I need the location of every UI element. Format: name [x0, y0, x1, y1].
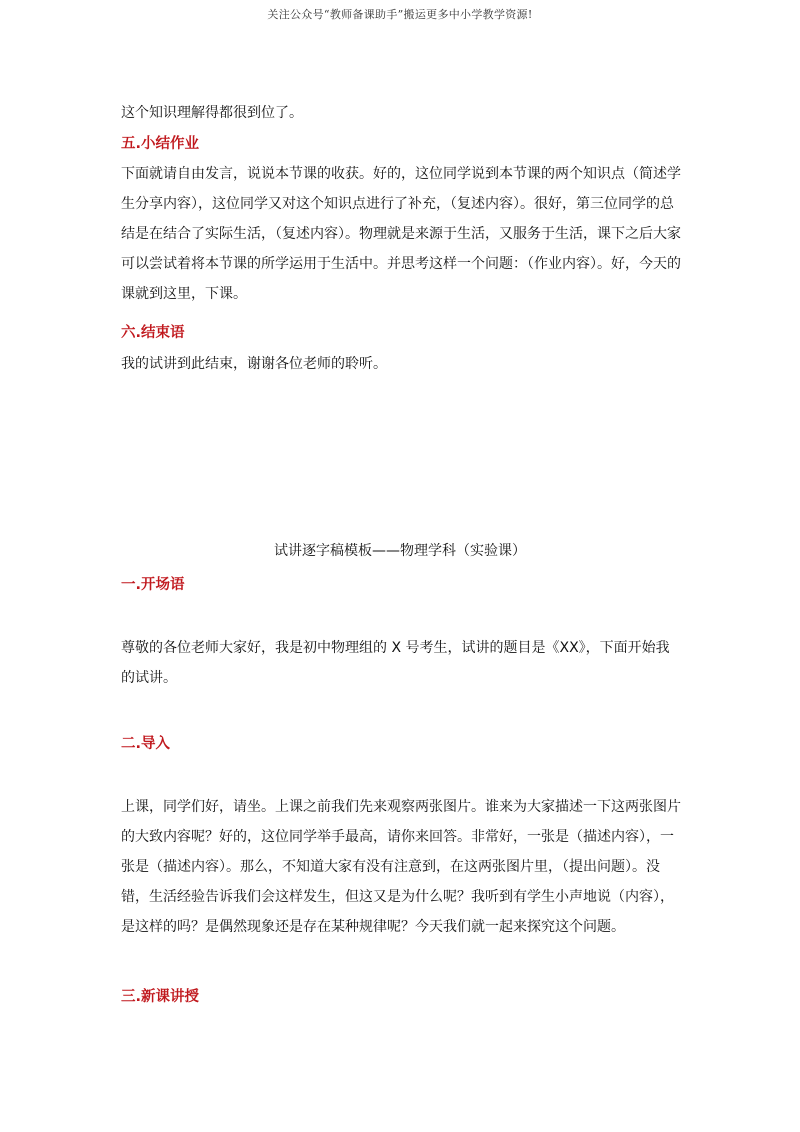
heading-new-lesson: 三.新课讲授: [121, 989, 200, 1005]
header-note: 关注公众号“教师备课助手”搬运更多中小学教学资源!: [267, 8, 533, 21]
heading-closing: 六.结束语: [121, 325, 185, 341]
heading-summary-homework: 五.小结作业: [121, 136, 200, 152]
heading-introduction: 二.导入: [121, 736, 171, 752]
opening-paragraph: 尊敬的各位老师大家好，我是初中物理组的 X 号考生，试讲的题目是《XX》，下面开始我的试讲。: [121, 640, 670, 686]
document-title: 试讲逐字稿模板——物理学科（实验课）: [274, 543, 526, 559]
closing-paragraph: 我的试讲到此结束，谢谢各位老师的聆听。: [121, 356, 387, 372]
summary-paragraph: 下面就请自由发言，说说本节课的收获。好的，这位同学说到本节课的两个知识点（简述学生分享内容），这位同学又对这个知识点进行了补充，（复述内容）。很好，第三位同学的总结是在结合了实际生活，（复述内容）。物理就是来源于生活，又服务于生活，课下之后大家可以尝试着将本节课的所学运用于生活中。并思考这样一个问题：（作业内容）。好，今天的课就到这里，下课。: [121, 166, 681, 302]
heading-opening: 一.开场语: [121, 577, 185, 593]
continuation-paragraph: 这个知识理解得都很到位了。: [121, 105, 303, 121]
introduction-paragraph: 上课，同学们好，请坐。上课之前我们先来观察两张图片。谁来为大家描述一下这两张图片的大致内容呢？好的，这位同学举手最高，请你来回答。非常好，一张是（描述内容），一张是（描述内容）。那么，不知道大家有没有注意到，在这两张图片里，（提出问题）。没错，生活经验告诉我们会这样发生，但这又是为什么呢？我听到有学生小声地说（内容），是这样的吗？是偶然现象还是存在某种规律呢？今天我们就一起来探究这个问题。: [121, 799, 681, 935]
